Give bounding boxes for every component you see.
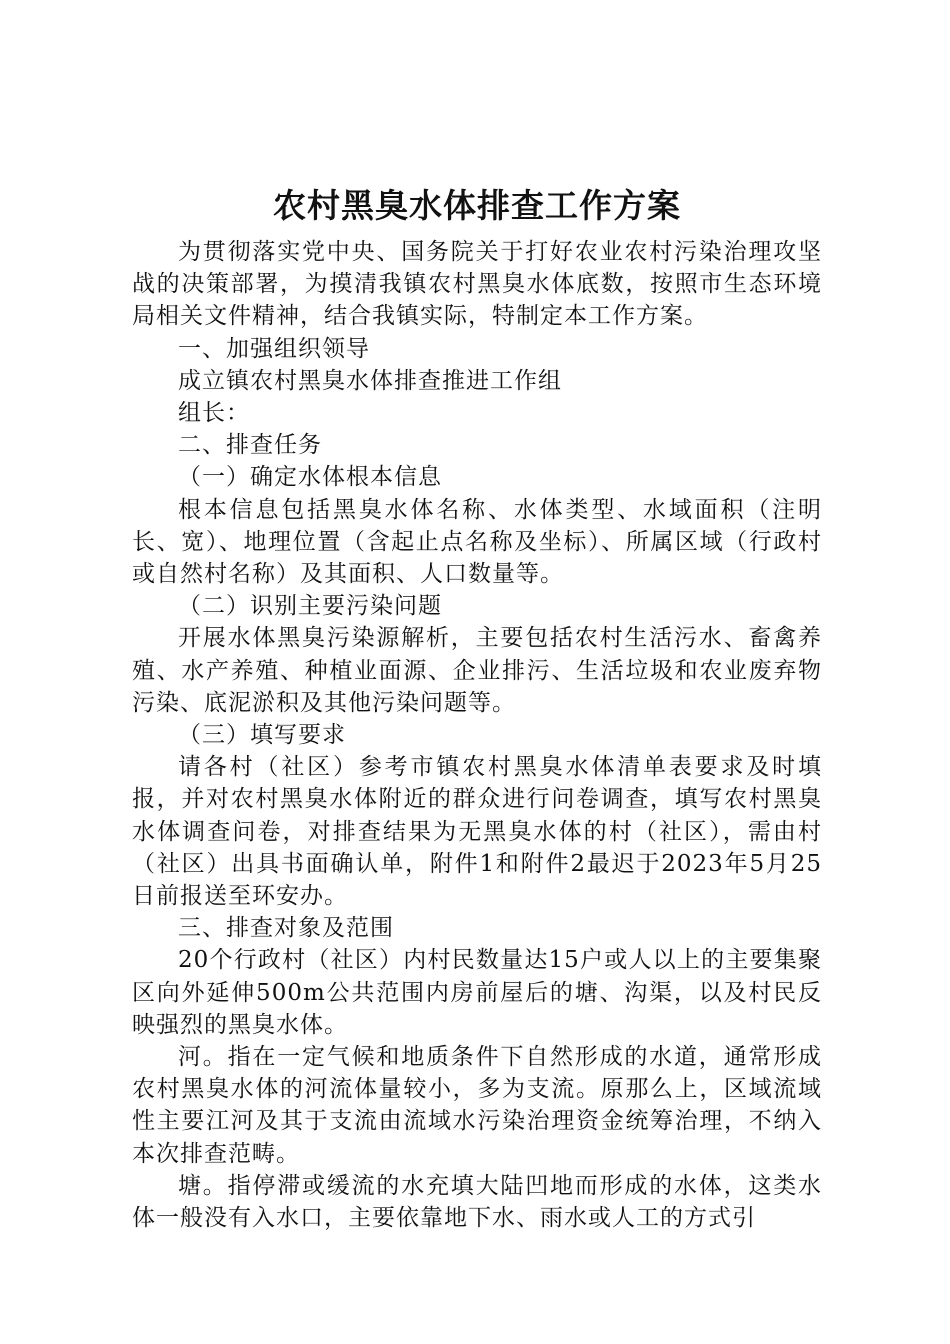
subheading-2-2: （二）识别主要污染问题 xyxy=(178,593,442,620)
subheading-2-1: （一）确定水体根本信息 xyxy=(178,464,442,491)
paragraph-scope: 20个行政村（社区）内村民数量达15户或人以上的主要集聚区向外延伸500m公共范围内房前屋后的塘、沟渠，以及村民反映强烈的黑臭水体。 xyxy=(132,947,822,1038)
document-title: 农村黑臭水体排查工作方案 xyxy=(273,186,681,225)
heading-section-1: 一、加强组织领导 xyxy=(178,335,370,362)
subheading-2-3: （三）填写要求 xyxy=(178,722,346,749)
document-page xyxy=(132,178,822,1234)
paragraph-group-leader: 组长： xyxy=(178,400,250,427)
heading-section-3: 三、排查对象及范围 xyxy=(178,915,394,942)
heading-section-2: 二、排查任务 xyxy=(178,432,322,459)
paragraph-fill-requirements: 请各村（社区）参考市镇农村黑臭水体清单表要求及时填报，并对农村黑臭水体附近的群众进行问卷调查，填写农村黑臭水体调查问卷，对排查结果为无黑臭水体的村（社区），需由村（社区）出具书面确认单，附件1和附件2最迟于2023年5月25日前报送至环安办。 xyxy=(132,754,822,910)
paragraph-basic-info: 根本信息包括黑臭水体名称、水体类型、水域面积（注明长、宽）、地理位置（含起止点名称及坐标）、所属区域（行政村或自然村名称）及其面积、人口数量等。 xyxy=(132,496,822,588)
paragraph-ponds: 塘。指停滞或缓流的水充填大陆凹地而形成的水体，这类水体一般没有入水口，主要依靠地下水、雨水或人工的方式引 xyxy=(132,1172,822,1232)
paragraph-intro: 为贯彻落实党中央、国务院关于打好农业农村污染治理攻坚战的决策部署，为摸清我镇农村黑臭水体底数，按照市生态环境局相关文件精神，结合我镇实际，特制定本工作方案。 xyxy=(132,239,822,330)
paragraph-rivers: 河。指在一定气候和地质条件下自然形成的水道，通常形成农村黑臭水体的河流体量较小，多为支流。原那么上，区域流域性主要江河及其于支流由流域水污染治理资金统筹治理，不纳入本次排查范畴。 xyxy=(132,1044,822,1167)
paragraph-pollution-sources: 开展水体黑臭污染源解析，主要包括农村生活污水、畜禽养殖、水产养殖、种植业面源、企业排污、生活垃圾和农业废弃物污染、底泥淤积及其他污染问题等。 xyxy=(132,625,822,716)
paragraph-working-group: 成立镇农村黑臭水体排查推进工作组 xyxy=(178,367,562,394)
